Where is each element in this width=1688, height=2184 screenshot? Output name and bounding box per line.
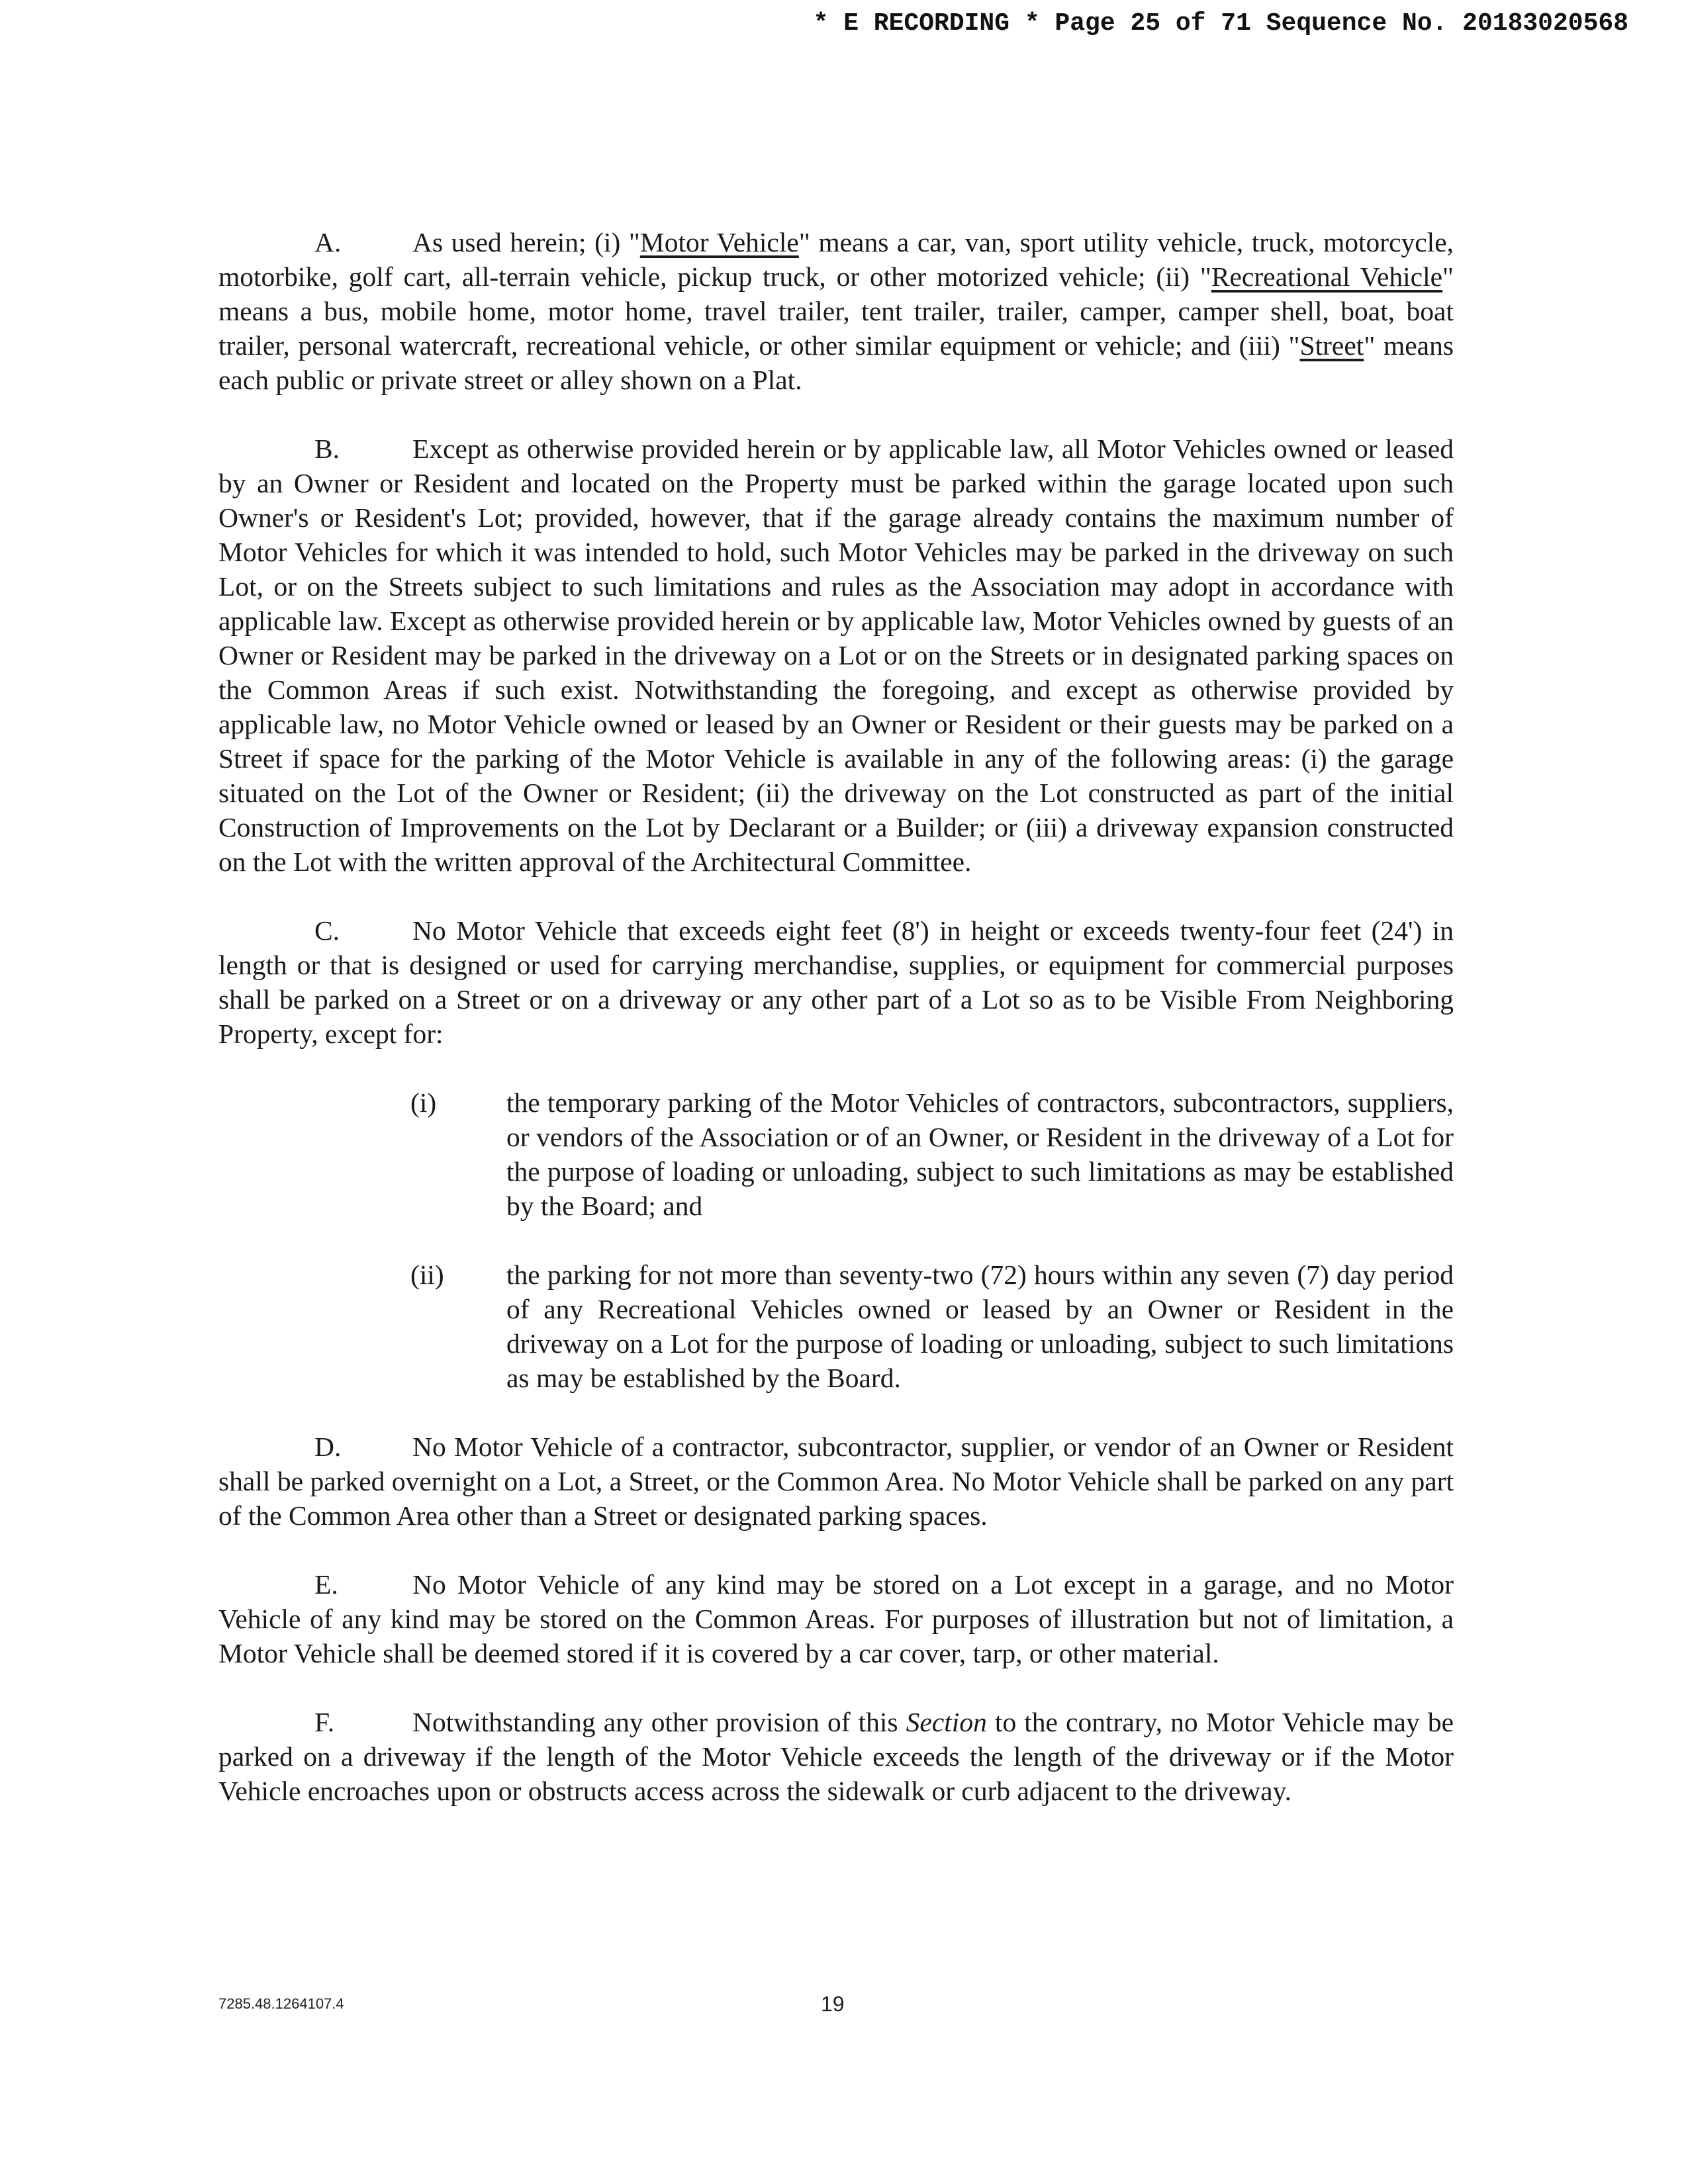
subparagraph-ii (410, 1257, 1454, 1395)
subparagraph-text: the temporary parking of the Motor Vehicles of contractors, subcontractors, suppliers, or vendors of the Association or of an Owner, or Resident in the driveway of a Lot for the purpose of loading or unloading, subject to such limitations as may be established by the Board; and (506, 1087, 1454, 1221)
paragraph-a (218, 225, 1454, 397)
paragraph-text: No Motor Vehicle of a contractor, subcontractor, supplier, or vendor of an Owner or Resident shall be parked overnight on a Lot, a Street, or the Common Area. No Motor Vehicle shall be parked on any part of the Common Area other than a Street or designated parking spaces. (218, 1432, 1454, 1531)
paragraph-text: No Motor Vehicle that exceeds eight feet (8') in height or exceeds twenty-four feet (24') in length or that is designed or used for carrying merchandise, supplies, or equipment for commercial purposes shall be parked on a Street or on a driveway or any other part of a Lot so as to be Visible From Neighboring Property, except for: (218, 915, 1454, 1049)
paragraph-text: Except as otherwise provided herein or by applicable law, all Motor Vehicles owned or leased by an Owner or Resident and located on the Property must be parked within the garage located upon such Owner's or Resident's Lot; provided, however, that if the garage already contains the maximum number of Motor Vehicles for which it was intended to hold, such Motor Vehicles may be parked in the driveway on such Lot, or on the Streets subject to such limitations and rules as the Association may adopt in accordance with applicable law. Except as otherwise provided herein or by applicable law, Motor Vehicles owned by guests of an Owner or Resident may be parked in the driveway on a Lot or on the Streets or in designated parking spaces on the Common Areas if such exist. Notwithstanding the foregoing, and except as otherwise provided by applicable law, no Motor Vehicle owned or leased by an Owner or Resident or their guests may be parked on a Street if space for the parking of the Motor Vehicle is available in any of the following areas: (i) the garage situated on the Lot of the Owner or Resident; (ii) the driveway on the Lot constructed as part of the initial Construction of Improvements on the Lot by Declarant or a Builder; or (iii) a driveway expansion constructed on the Lot with the written approval of the Architectural Committee. (218, 433, 1454, 877)
page-number: 19 (821, 1992, 845, 2016)
paragraph-text: Notwithstanding any other provision of this (412, 1707, 906, 1737)
paragraph-text: " means each public or private street or alley shown on a Plat. (218, 330, 1454, 395)
paragraph-f (218, 1705, 1454, 1808)
defined-term-motor-vehicle: Motor Vehicle (639, 227, 799, 257)
paragraph-text: As used herein; (i) " (412, 227, 640, 257)
subparagraph-number: (ii) (410, 1259, 444, 1290)
paragraph-text: " means a bus, mobile home, motor home, travel trailer, tent trailer, trailer, camper, camper shell, boat, boat trailer, personal watercraft, recreational vehicle, or other similar equipment or vehicle; and (iii) " (218, 261, 1454, 361)
paragraph-text: to the contrary, no Motor Vehicle may be parked on a driveway if the length of the Motor Vehicle exceeds the length of the driveway or if the Motor Vehicle encroaches upon or obstructs access across the sidewalk or curb adjacent to the driveway. (218, 1707, 1454, 1806)
paragraph-letter: A. (314, 227, 342, 257)
paragraph-text: " means a car, van, sport utility vehicle, truck, motorcycle, motorbike, golf cart, all-terrain vehicle, pickup truck, or other motorized vehicle; (ii) " (218, 227, 1454, 292)
subparagraph-number: (i) (410, 1087, 437, 1118)
paragraph-c (218, 913, 1454, 1051)
paragraph-d (218, 1430, 1454, 1533)
document-body (218, 225, 1454, 1843)
subparagraph-i (410, 1085, 1454, 1223)
paragraph-text: No Motor Vehicle of any kind may be stored on a Lot except in a garage, and no Motor Vehicle of any kind may be stored on the Common Areas. For purposes of illustration but not of limitation, a Motor Vehicle shall be deemed stored if it is covered by a car cover, tarp, or other material. (218, 1569, 1454, 1668)
paragraph-letter: B. (314, 433, 340, 464)
paragraph-e (218, 1567, 1454, 1670)
italic-section-word: Section (906, 1707, 987, 1737)
defined-term-recreational-vehicle: Recreational Vehicle (1211, 261, 1443, 292)
paragraph-letter: F. (314, 1707, 335, 1737)
defined-term-street: Street (1299, 330, 1364, 361)
recording-header: * E RECORDING * Page 25 of 71 Sequence No. 20183020568 (813, 9, 1628, 38)
document-id: 7285.48.1264107.4 (218, 1995, 344, 2012)
paragraph-letter: E. (314, 1569, 338, 1600)
paragraph-b (218, 432, 1454, 879)
paragraph-letter: D. (314, 1432, 342, 1462)
paragraph-letter: C. (314, 915, 340, 946)
subparagraph-text: the parking for not more than seventy-two (72) hours within any seven (7) day period of any Recreational Vehicles owned or leased by an Owner or Resident in the driveway on a Lot for the purpose of loading or unloading, subject to such limitations as may be established by the Board. (506, 1259, 1454, 1393)
